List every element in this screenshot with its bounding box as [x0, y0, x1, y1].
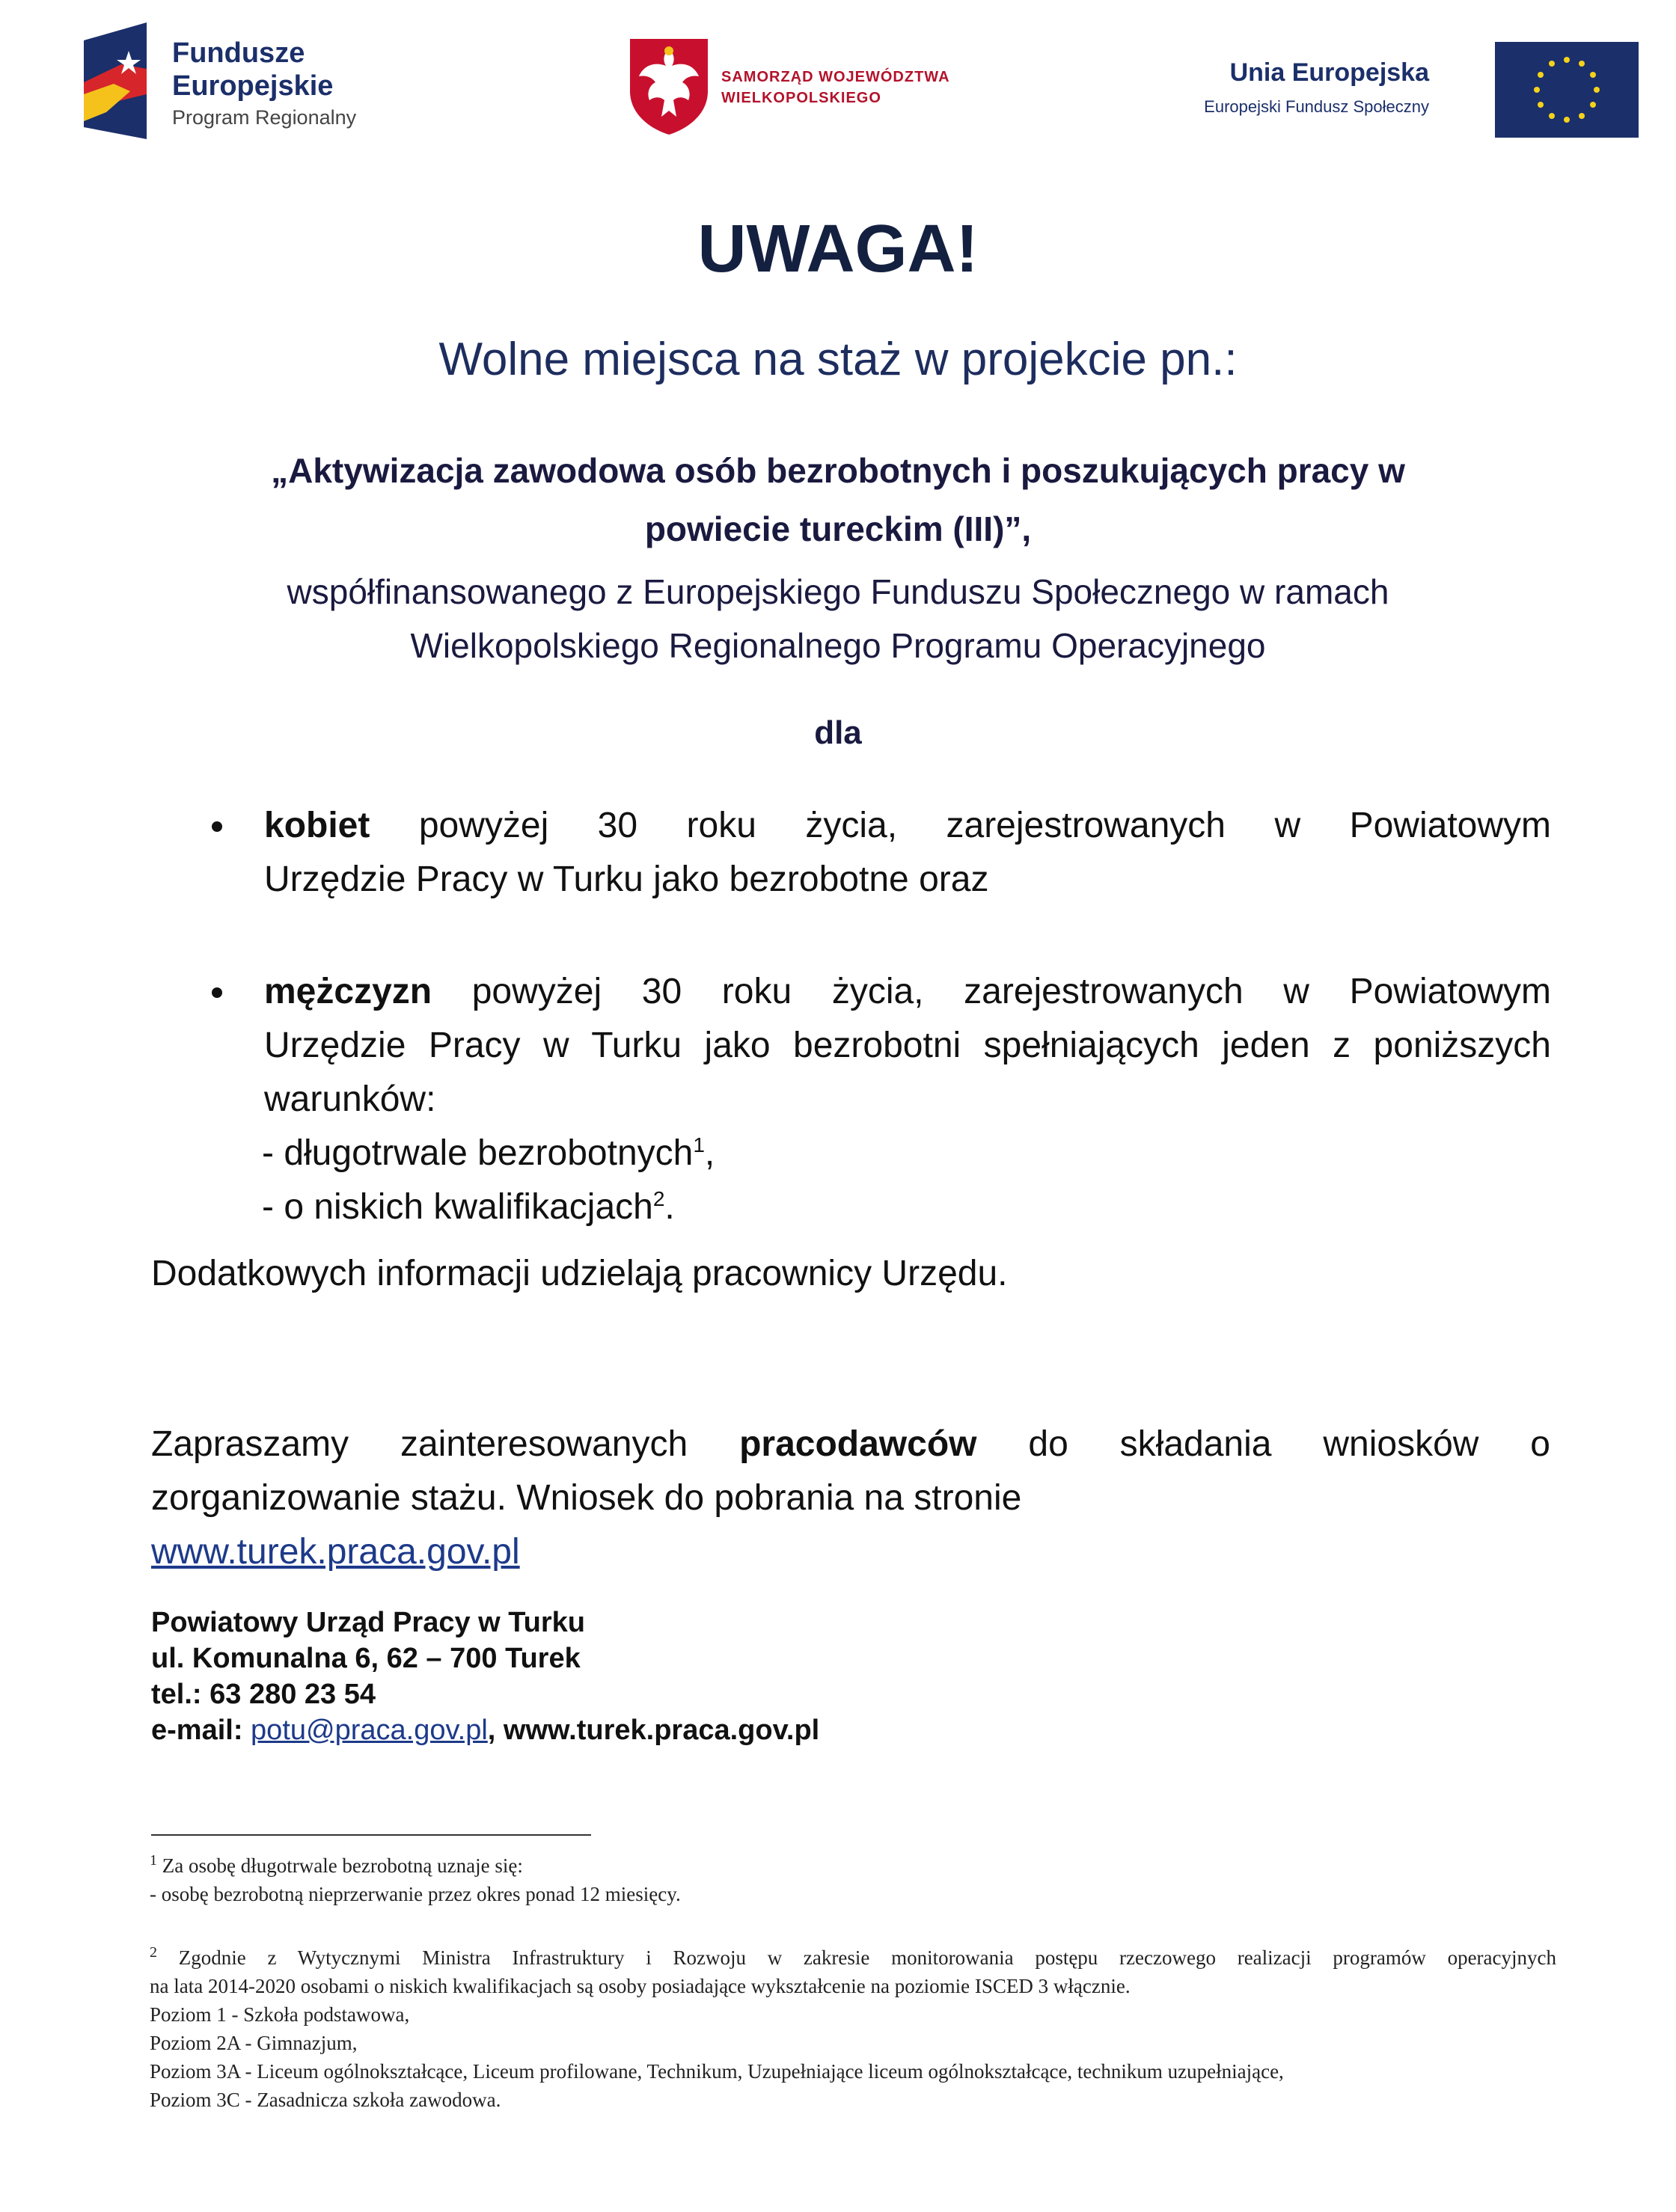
eagle-shield-icon [627, 36, 711, 136]
fe-logo-line2: Europejskie [172, 70, 334, 102]
condition-item: - o niskich kwalifikacjach$^2$. [262, 1187, 675, 1227]
fe-logo-line1: Fundusze [172, 37, 305, 69]
unia-europejska-logo [1122, 39, 1646, 144]
bullet-women-line1: powyżej 30 roku życia, zarejestrowanych w Powiatowym [370, 806, 1551, 845]
project-name-line2: powiecie tureckim (III)”, [644, 509, 1032, 548]
invite-part2: do składania wniosków o zorganizowanie stażu. Wniosek do pobrania na stronie [151, 1424, 1551, 1518]
isced-level: Poziom 2A - Gimnazjum, [150, 2032, 358, 2054]
conditions-list [262, 1127, 715, 1234]
invite-bold: pracodawców [739, 1424, 977, 1464]
fe-logo-line3: Program Regionalny [172, 106, 357, 129]
invite-part1: Zapraszamy zainteresowanych [151, 1424, 740, 1464]
footnote-divider [151, 1834, 591, 1836]
contact-website[interactable]: www.turek.praca.gov.pl [503, 1715, 820, 1746]
contact-address: ul. Komunalna 6, 62 – 700 Turek [151, 1643, 581, 1674]
bullet-women [264, 799, 1551, 907]
contact-block [151, 1605, 819, 1748]
email-link[interactable]: potu@praca.gov.pl [251, 1715, 488, 1746]
eu-flag-icon [1495, 42, 1639, 138]
contact-office: Powiatowy Urząd Pracy w Turku [151, 1607, 586, 1638]
wielkopolska-logo [627, 36, 971, 141]
fundusze-europejskie-logo [84, 22, 398, 142]
contact-phone: tel.: 63 280 23 54 [151, 1679, 376, 1710]
bullet-men [264, 965, 1551, 1127]
cofinancing-line1: współfinansowanego z Europejskiego Funduszu Społecznego w ramach [287, 572, 1389, 611]
condition-item: - długotrwale bezrobotnych$^1$, [262, 1133, 715, 1173]
isced-level: Poziom 1 - Szkoła podstawowa, [150, 2003, 410, 2026]
bullet-men-line3: warunków: [264, 1079, 436, 1119]
bullet-marker [212, 987, 222, 998]
isced-level: Poziom 3C - Zasadnicza szkoła zawodowa. [150, 2089, 501, 2111]
project-name [150, 441, 1526, 558]
fe-flag-icon [84, 22, 147, 139]
employer-invitation [151, 1418, 1550, 1579]
wlkp-logo-line2: WIELKOPOLSKIEGO [721, 90, 881, 106]
website-link[interactable]: www.turek.praca.gov.pl [151, 1532, 520, 1572]
notice-title: UWAGA! [697, 212, 979, 287]
bullet-women-bold: kobiet [264, 806, 370, 845]
for-label: dla [814, 714, 862, 751]
cofinancing-line2: Wielkopolskiego Regionalnego Programu Operacyjnego [410, 626, 1266, 665]
footnote-ref-1: 1 [693, 1133, 705, 1156]
wlkp-logo-line1: SAMORZĄD WOJEWÓDZTWA [721, 69, 950, 85]
cofinancing-text [150, 565, 1526, 673]
contact-email-row: e-mail: potu@praca.gov.pl, www.turek.praca.gov.pl [151, 1715, 820, 1746]
bullet-men-bold: mężczyzn [264, 972, 432, 1011]
bullet-women-line2: Urzędzie Pracy w Turku jako bezrobotne oraz [264, 860, 989, 899]
ue-logo-line2: Europejski Fundusz Społeczny [1204, 97, 1429, 116]
footnote-1: $^1$ Za osobę długotrwale bezrobotną uznaje się: - osobę bezrobotną nieprzerwanie przez okres ponad 12 miesięcy. [150, 1852, 681, 1905]
bullet-men-line2: Urzędzie Pracy w Turku jako bezrobotni spełniających jeden z poniższych [264, 1026, 1551, 1065]
footnote-ref-2: 2 [652, 1187, 665, 1210]
footnote-2: $^2$ Zgodnie z Wytycznymi Ministra Infrastruktury i Rozwoju w zakresie monitorowania postępu rzeczowego realizacji programów operacyjnych na lata 2014-2020 osobami o niskich kwalifikacjach są osoby posiadające wykształcenie na poziomie ISCED 3 włącznie. Poziom 1 - Szkoła podstawowa, Poziom 2A - Gimnazjum, Poziom 3A - Liceum ogólnokształcące, Liceum profilowane, Technikum, Uzupełniające liceum ogólnokształcące, technikum uzupełniające, Poziom 3C - Zasadnicza szkoła zawodowa. [150, 1943, 1556, 2114]
notice-subtitle: Wolne miejsca na staż w projekcie pn.: [438, 334, 1238, 385]
project-name-line1: „Aktywizacja zawodowa osób bezrobotnych i poszukujących pracy w [271, 451, 1405, 490]
bullet-men-line1: powyżej 30 roku życia, zarejestrowanych w Powiatowym [432, 972, 1551, 1011]
additional-info: Dodatkowych informacji udzielają pracownicy Urzędu. [151, 1254, 1008, 1293]
ue-logo-line1: Unia Europejska [1229, 58, 1429, 87]
isced-level: Poziom 3A - Liceum ogólnokształcące, Liceum profilowane, Technikum, Uzupełniające liceum ogólnokształcące, technikum uzupełniające, [150, 2060, 1284, 2083]
bullet-marker [212, 821, 222, 832]
